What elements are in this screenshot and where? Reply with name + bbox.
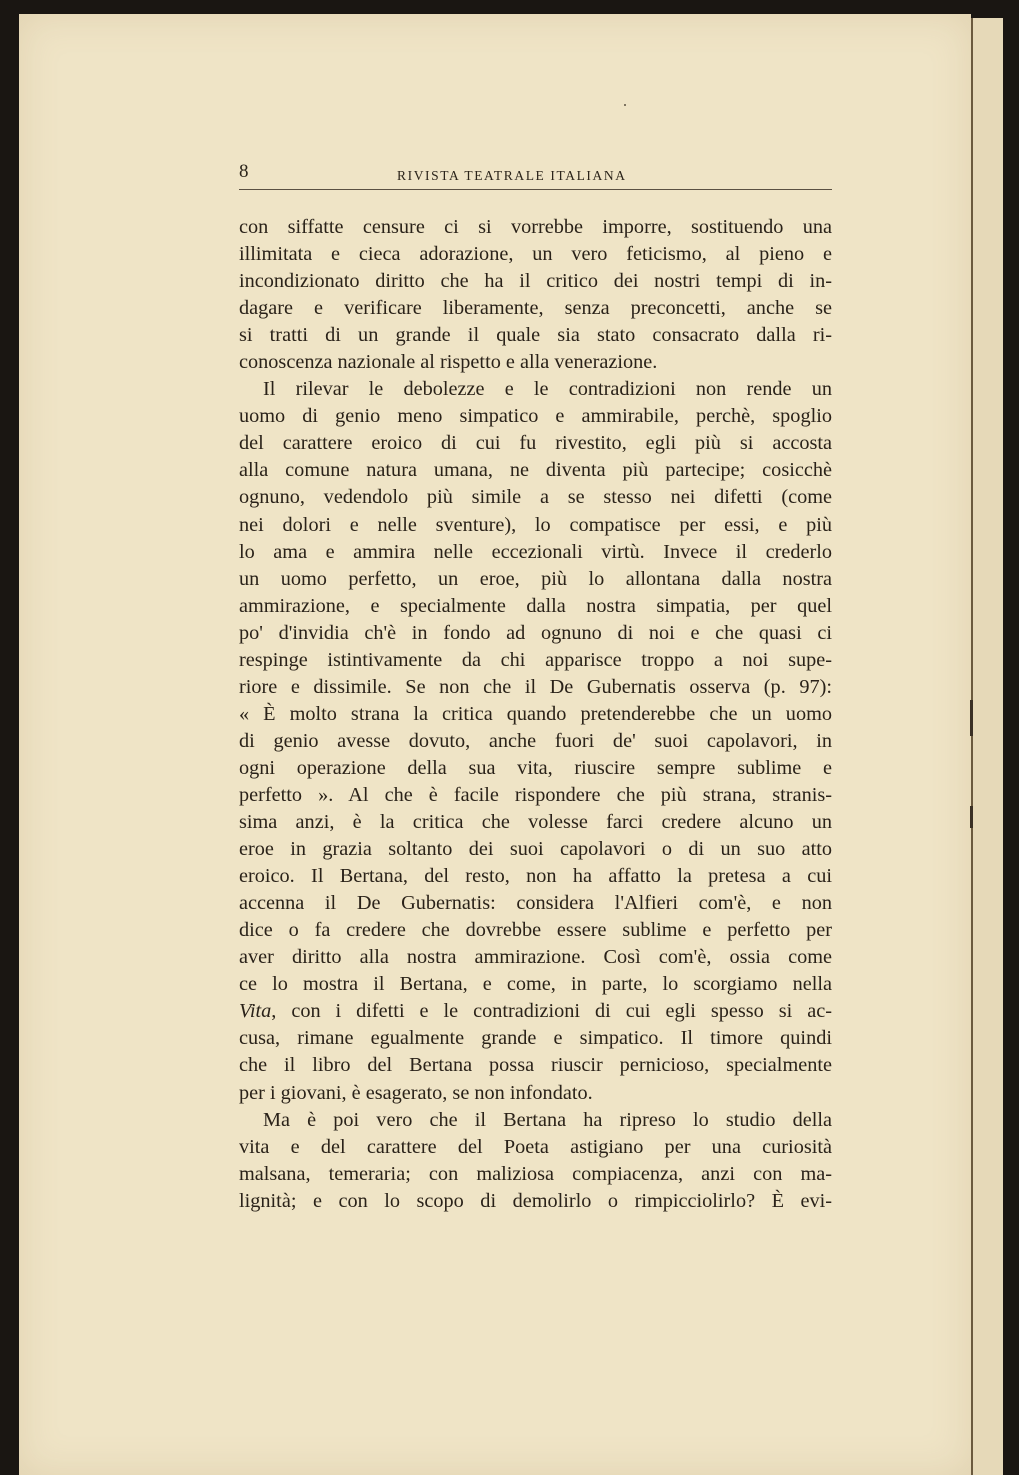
text-line: che il libro del Bertana possa riuscir pernicioso, specialmente [239, 1054, 832, 1077]
page-header [239, 161, 832, 190]
margin-mark [970, 700, 973, 736]
text-line: Il rilevar le debolezze e le contradizioni non rende un [263, 378, 832, 401]
text-line: dagare e verificare liberamente, senza preconcetti, anche se [239, 297, 832, 320]
page-number: 8 [239, 161, 249, 182]
text-line: per i giovani, è esagerato, se non infondato. [239, 1081, 593, 1104]
text-line: si tratti di un grande il quale sia stato consacrato dalla ri- [239, 324, 832, 347]
text-line: con siffatte censure ci si vorrebbe imporre, sostituendo una [239, 216, 832, 238]
italic-title: Vita [239, 1000, 272, 1023]
text-line: del carattere eroico di cui fu rivestito, egli più si accosta [239, 432, 832, 455]
text-line: ogni operazione della sua vita, riuscire sempre sublime e [239, 756, 832, 779]
text-line: di genio avesse dovuto, anche fuori de' suoi capolavori, in [239, 729, 832, 752]
text-line: cusa, rimane egualmente grande e simpatico. Il timore quindi [239, 1027, 832, 1050]
text-line: alla comune natura umana, ne diventa più partecipe; cosicchè [239, 459, 832, 482]
text-line: ce lo mostra il Bertana, e come, in parte, lo scorgiamo nella [239, 973, 832, 996]
text-line: ammirazione, e specialmente dalla nostra simpatia, per quel [239, 594, 832, 617]
text-line: accenna il De Gubernatis: considera l'Alfieri com'è, e non [239, 892, 832, 915]
text-line: illimitata e cieca adorazione, un vero feticismo, al pieno e [239, 243, 832, 266]
margin-mark [970, 806, 973, 828]
text-line: sima anzi, è la critica che volesse farci credere alcuno un [239, 811, 832, 834]
text-line: « È molto strana la critica quando pretenderebbe che un uomo [239, 702, 832, 725]
running-title: RIVISTA TEATRALE ITALIANA [397, 168, 627, 183]
text-line: eroe in grazia soltanto dei suoi capolavori o di un suo atto [239, 838, 832, 861]
text-line: un uomo perfetto, un eroe, più lo allontana dalla nostra [239, 567, 832, 590]
text-line: dice o fa credere che dovrebbe essere sublime e perfetto per [239, 919, 832, 942]
text-line: uomo di genio meno simpatico e ammirabile, perchè, spoglio [239, 405, 832, 428]
page-speck [624, 104, 626, 106]
text-line: conoscenza nazionale al rispetto e alla venerazione. [239, 351, 658, 374]
text-line: riore e dissimile. Se non che il De Gubernatis osserva (p. 97): [239, 675, 832, 698]
text-line: perfetto ». Al che è facile rispondere che più strana, stranis- [239, 783, 832, 806]
next-page-edge [971, 18, 1003, 1475]
text-line-with-italic: Vita, con i difetti e le contradizioni di cui egli spesso si ac- [239, 1000, 832, 1023]
text-line: po' d'invidia ch'è in fondo ad ognuno di noi e che quasi ci [239, 621, 832, 644]
text-line: ognuno, vedendolo più simile a se stesso nei difetti (come [239, 486, 832, 509]
text-line: lo ama e ammira nelle eccezionali virtù. Invece il crederlo [239, 540, 832, 563]
text-line: aver diritto alla nostra ammirazione. Così com'è, ossia come [239, 946, 832, 969]
text-line: incondizionato diritto che ha il critico dei nostri tempi di in- [239, 270, 832, 293]
text-line: nei dolori e nelle sventure), lo compatisce per essi, e più [239, 513, 832, 536]
text-line: lignità; e con lo scopo di demolirlo o rimpicciolirlo? È evi- [239, 1189, 832, 1212]
text-line: vita e del carattere del Poeta astigiano per una curiosità [239, 1135, 832, 1158]
text-line: Ma è poi vero che il Bertana ha ripreso lo studio della [263, 1108, 832, 1131]
text-line: eroico. Il Bertana, del resto, non ha affatto la pretesa a cui [239, 865, 832, 888]
body-text [239, 214, 832, 1215]
text-line: respinge istintivamente da chi apparisce troppo a noi supe- [239, 648, 832, 671]
text-line: malsana, temeraria; con maliziosa compiacenza, anzi con ma- [239, 1162, 832, 1185]
